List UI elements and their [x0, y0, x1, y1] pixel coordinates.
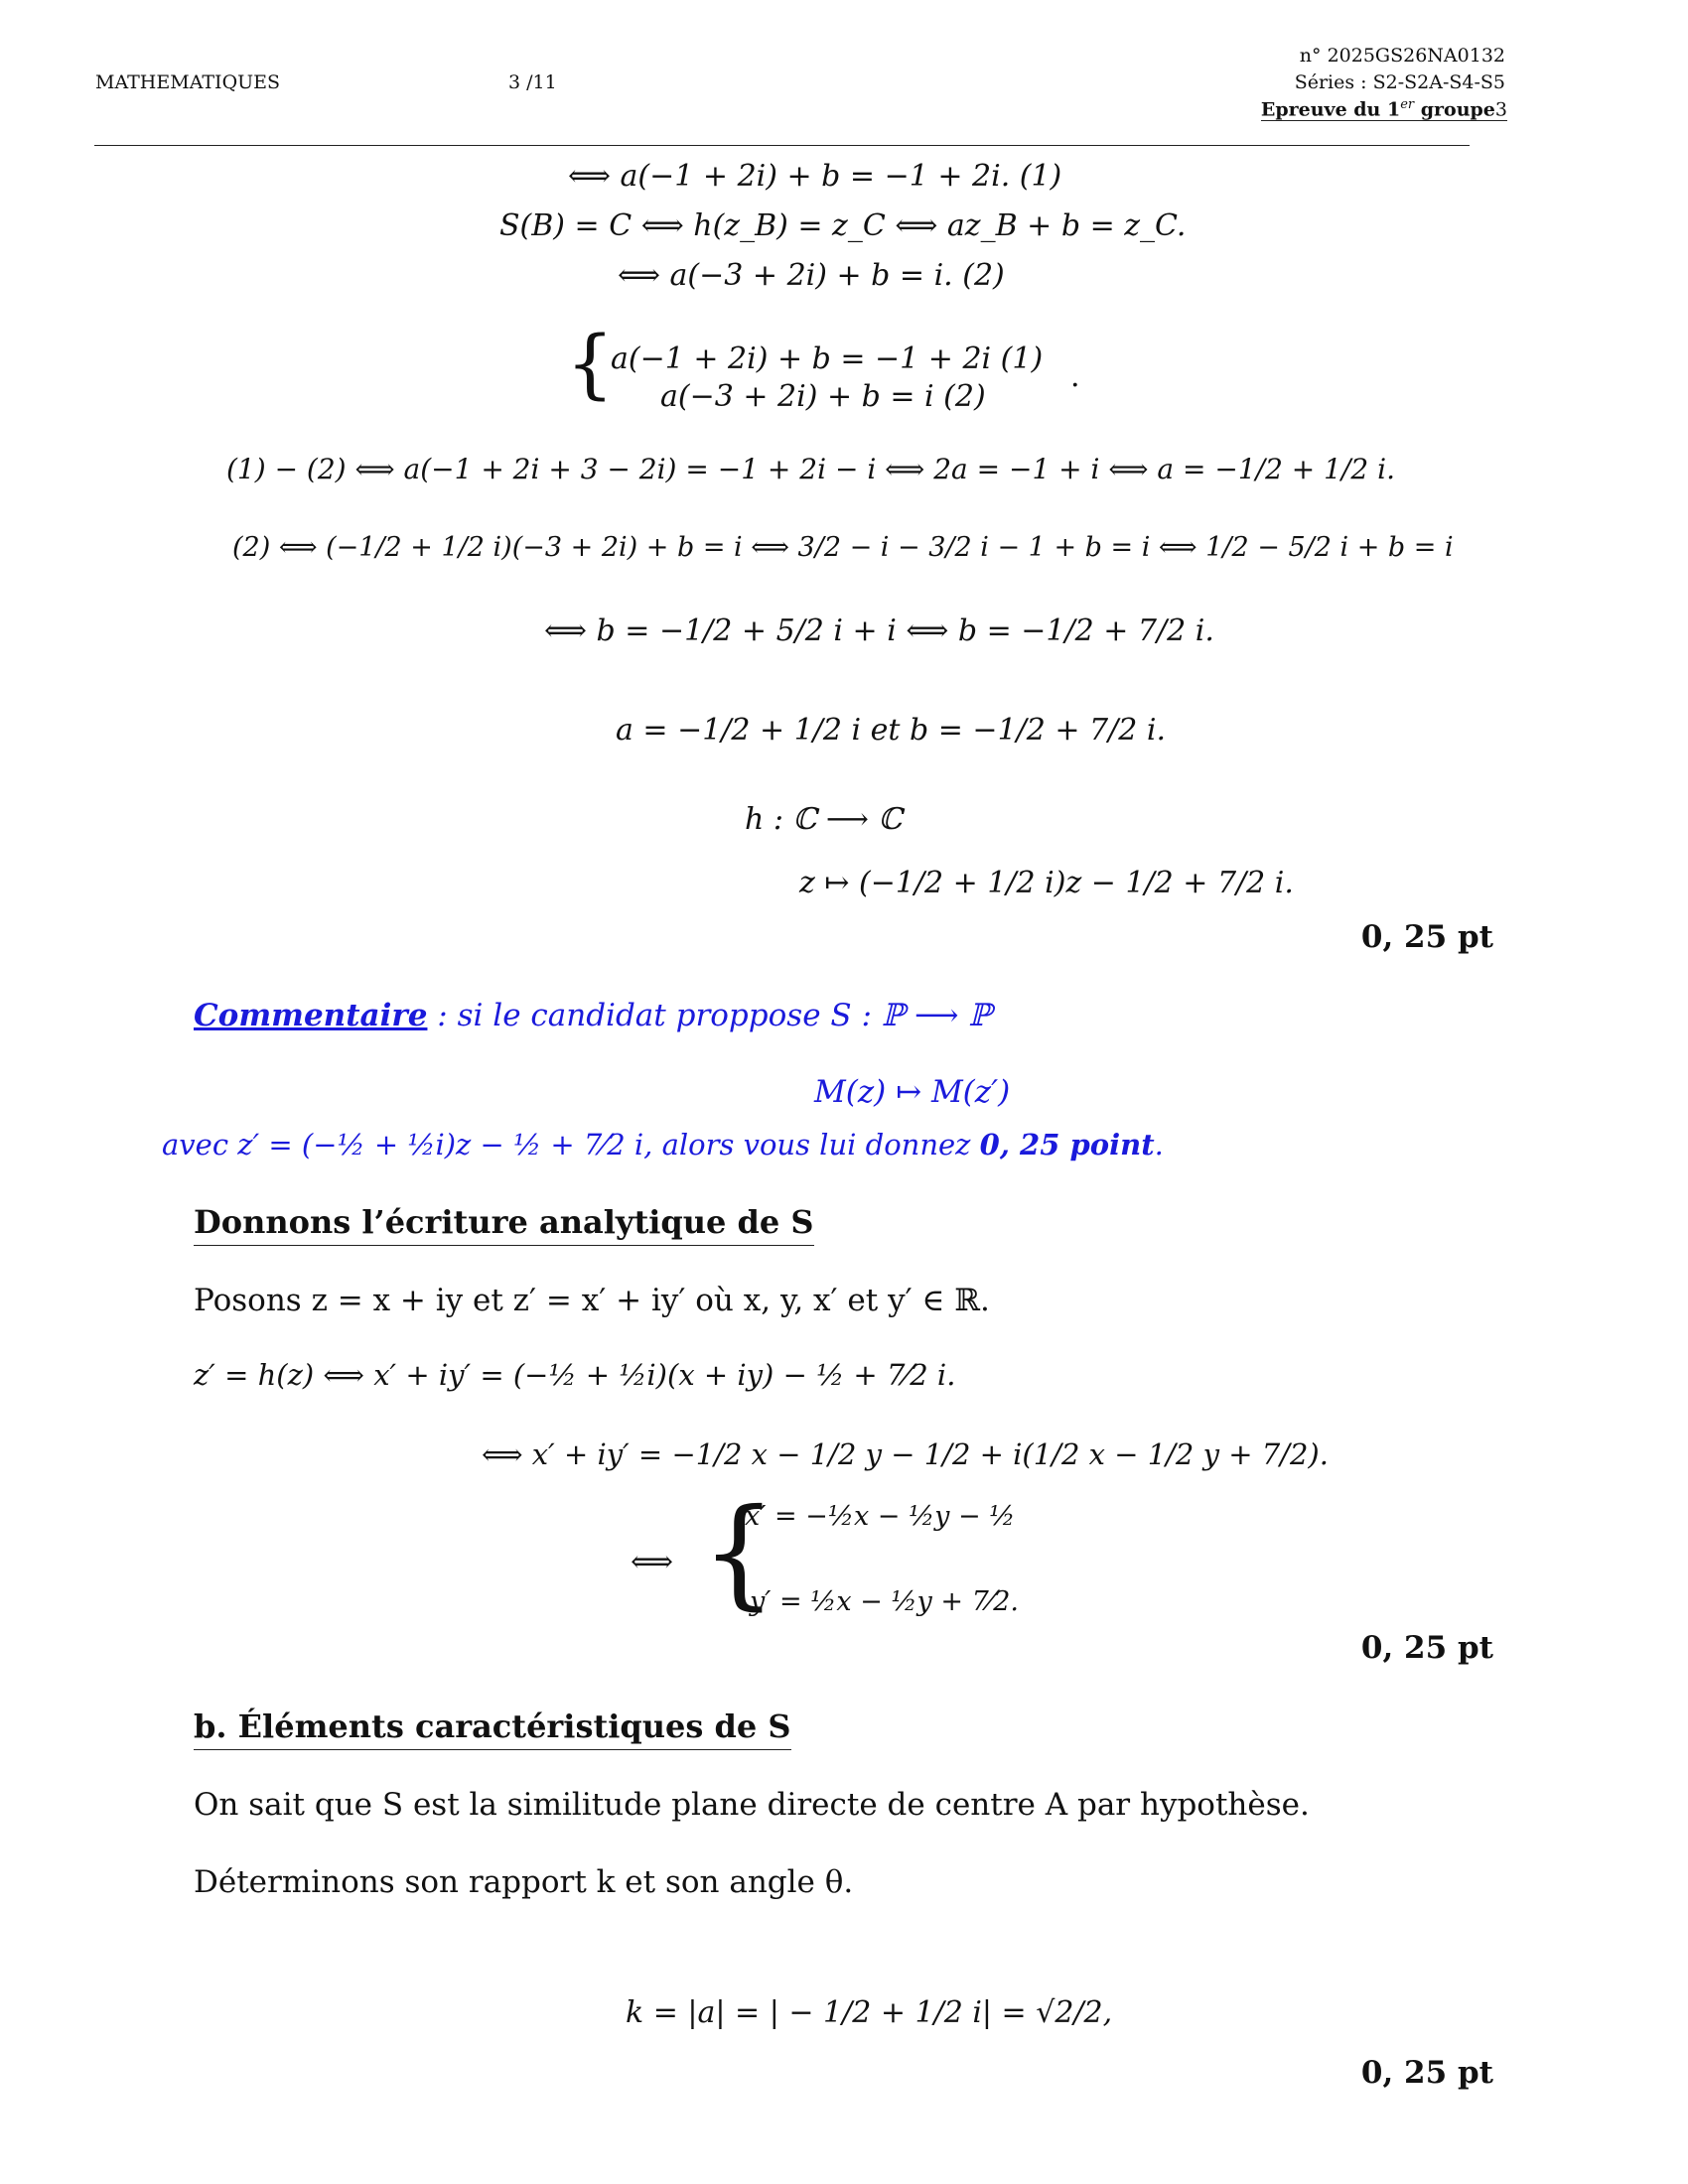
- header-series: Séries : S2-S2A-S4-S5: [1294, 71, 1505, 93]
- section2-k-formula: k = |a| = | − 1/2 + 1/2 i| = √2/2,: [626, 1995, 1113, 2030]
- equation-line-3: ⟺ a(−3 + 2i) + b = i. (2): [618, 258, 1005, 293]
- header-exam-num: 3: [1494, 98, 1507, 121]
- section-title-characteristics: b. Éléments caractéristiques de S: [194, 1707, 791, 1750]
- points-1: 0, 25 pt: [1360, 919, 1493, 955]
- header-rule: [94, 145, 1470, 146]
- comment-line-1: [194, 998, 992, 1033]
- header-code: n° 2025GS26NA0132: [1299, 45, 1505, 67]
- section-title-analytic: Donnons l’écriture analytique de S: [194, 1203, 814, 1246]
- equation-line-4: (1) − (2) ⟺ a(−1 + 2i + 3 − 2i) = −1 + 2i − i ⟺ 2a = −1 + i ⟺ a = −1/2 + 1/2 i.: [226, 453, 1395, 485]
- header-exam-suffix: groupe: [1414, 98, 1495, 121]
- system-line-2: a(−3 + 2i) + b = i (2): [660, 379, 986, 414]
- comment-bold-points: 0, 25 point: [979, 1128, 1155, 1161]
- equation-line-8: h : ℂ ⟶ ℂ: [745, 802, 903, 837]
- comment-text-1: : si le candidat proppose S : ℙ ⟶ ℙ: [427, 998, 992, 1033]
- section1-brace: {: [701, 1484, 777, 1622]
- comment-text-3a: avec z′ = (−½ + ½i)z − ½ + 7⁄2 i, alors vous lui donnez: [162, 1128, 980, 1161]
- points-3: 0, 25 pt: [1360, 2055, 1493, 2091]
- header-subject: MATHEMATIQUES: [95, 71, 281, 93]
- equation-line-5: (2) ⟺ (−1/2 + 1/2 i)(−3 + 2i) + b = i ⟺ 3/2 − i − 3/2 i − 1 + b = i ⟺ 1/2 − 5/2 i + b = i: [232, 532, 1454, 563]
- header-exam-sup: er: [1400, 97, 1415, 112]
- comment-line-2: M(z) ↦ M(z′): [814, 1074, 1011, 1110]
- comment-line-3: [162, 1128, 1164, 1161]
- section1-eq-1: z′ = h(z) ⟺ x′ + iy′ = (−½ + ½i)(x + iy) − ½ + 7⁄2 i.: [194, 1358, 956, 1392]
- header-page-number: 3 /11: [508, 71, 557, 93]
- section1-eq-3b: y′ = ½x − ½y + 7⁄2.: [750, 1586, 1020, 1617]
- comment-text-3c: .: [1154, 1128, 1164, 1161]
- section1-iff: ⟺: [631, 1545, 674, 1579]
- equation-line-6: ⟺ b = −1/2 + 5/2 i + i ⟺ b = −1/2 + 7/2 i.: [544, 614, 1214, 648]
- section1-eq-3a: x′ = −½x − ½y − ½: [745, 1501, 1016, 1532]
- equation-line-1: ⟺ a(−1 + 2i) + b = −1 + 2i. (1): [568, 159, 1062, 194]
- header-exam-prefix: Epreuve du 1: [1260, 98, 1401, 121]
- system-brace: {: [566, 319, 615, 407]
- section2-paragraph-1: On sait que S est la similitude plane directe de centre A par hypothèse.: [194, 1787, 1310, 1823]
- system-line-1: a(−1 + 2i) + b = −1 + 2i (1): [611, 341, 1044, 376]
- comment-label: Commentaire: [194, 998, 428, 1033]
- section1-pose: Posons z = x + iy et z′ = x′ + iy′ où x, y, x′ et y′ ∈ ℝ.: [194, 1283, 990, 1318]
- equation-line-2: S(B) = C ⟺ h(z_B) = z_C ⟺ az_B + b = z_C.: [499, 208, 1187, 243]
- points-2: 0, 25 pt: [1360, 1630, 1493, 1666]
- equation-line-7: a = −1/2 + 1/2 i et b = −1/2 + 7/2 i.: [616, 713, 1167, 748]
- equation-line-9: z ↦ (−1/2 + 1/2 i)z − 1/2 + 7/2 i.: [799, 866, 1294, 900]
- section1-eq-2: ⟺ x′ + iy′ = −1/2 x − 1/2 y − 1/2 + i(1/2 x − 1/2 y + 7/2).: [482, 1437, 1329, 1471]
- system-dot: .: [1070, 359, 1080, 394]
- header-exam: [1261, 97, 1507, 121]
- section2-paragraph-2: Déterminons son rapport k et son angle θ.: [194, 1864, 854, 1900]
